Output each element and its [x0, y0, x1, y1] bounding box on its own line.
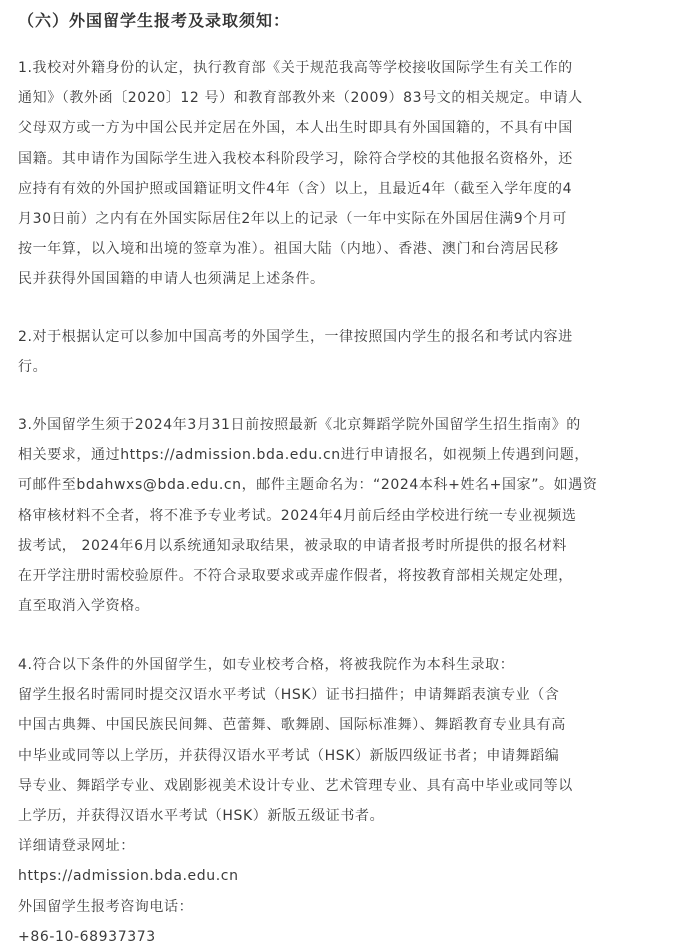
paragraph-line: 可邮件至bdahwxs@bda.edu.cn，邮件主题命名为：“2024本科+姓名+国家”。如遇资 [18, 477, 598, 494]
paragraph-line: 通知》（教外函〔2020〕12 号）和教育部教外来（2009）83号文的相关规定。申请人 [18, 90, 583, 107]
paragraph-identity-rules [18, 53, 668, 295]
paragraph-line: 上学历，并获得汉语水平考试（HSK）新版五级证书者。 [18, 808, 385, 825]
phone-label: 外国留学生报考咨询电话： [18, 898, 194, 915]
paragraph-line: 3.外国留学生须于2024年3月31日前按照最新《北京舞蹈学院外国留学生招生指南》的 [18, 417, 581, 433]
paragraph-line: 导专业、舞蹈学专业、戏剧影视美术设计专业、艺术管理专业、具有高中毕业或同等以 [18, 777, 573, 794]
paragraph-line: 格审核材料不全者，将不准予专业考试。2024年4月前后经由学校进行统一专业视频选 [18, 507, 577, 524]
paragraph-line: 在开学注册时需校验原件。不符合录取要求或弄虚作假者，将按教育部相关规定处理， [18, 568, 573, 585]
paragraph-line: 行。 [18, 359, 48, 376]
paragraph-line: 相关要求，通过https://admission.bda.edu.cn进行申请报名，如视频上传遇到问题， [18, 447, 589, 464]
paragraph-line: 中毕业或同等以上学历，并获得汉语水平考试（HSK）新版四级证书者；申请舞蹈编 [18, 747, 560, 764]
paragraph-line: 1.我校对外籍身份的认定，执行教育部《关于规范我高等学校接收国际学生有关工作的 [18, 60, 573, 76]
paragraph-line: 2.对于根据认定可以参加中国高考的外国学生，一律按照国内学生的报名和考试内容进 [18, 329, 573, 345]
paragraph-line: 应持有有效的外国护照或国籍证明文件4年（含）以上，且最近4年（截至入学年度的4 [18, 180, 573, 197]
paragraph-line: 国籍。其申请作为国际学生进入我校本科阶段学习，除符合学校的其他报名资格外，还 [18, 150, 573, 167]
section-heading: （六）外国留学生报考及录取须知： [18, 11, 291, 30]
paragraph-admission-conditions [18, 650, 668, 952]
paragraph-line: 父母双方或一方为中国公民并定居在外国，本人出生时即具有外国国籍的，不具有中国 [18, 120, 573, 137]
paragraph-line: 留学生报名时需同时提交汉语水平考试（HSK）证书扫描件；申请舞蹈表演专业（含 [18, 687, 560, 704]
paragraph-line: 4.符合以下条件的外国留学生，如专业校考合格，将被我院作为本科生录取： [18, 657, 515, 673]
paragraph-line: 按一年算，以入境和出境的签章为准）。祖国大陆（内地）、香港、澳门和台湾居民移 [18, 241, 559, 258]
paragraph-line: 拔考试， 2024年6月以系统通知录取结果，被录取的申请者报考时所提供的报名材料 [18, 537, 567, 554]
paragraph-line: 民并获得外国国籍的申请人也须满足上述条件。 [18, 271, 325, 288]
website-url-text: https://admission.bda.edu.cn [18, 868, 239, 885]
paragraph-line: 直至取消入学资格。 [18, 598, 150, 615]
paragraph-line: 月30日前）之内有在外国实际居住2年以上的记录（一年中实际在外国居住满9个月可 [18, 211, 568, 228]
paragraph-application-process [18, 410, 668, 621]
website-label: 详细请登录网址： [18, 838, 135, 855]
paragraph-gaokao-rules [18, 322, 668, 382]
paragraph-line: 中国古典舞、中国民族民间舞、芭蕾舞、歌舞剧、国际标准舞）、舞蹈教育专业具有高 [18, 717, 566, 734]
phone-number: +86-10-68937373 [18, 928, 156, 945]
